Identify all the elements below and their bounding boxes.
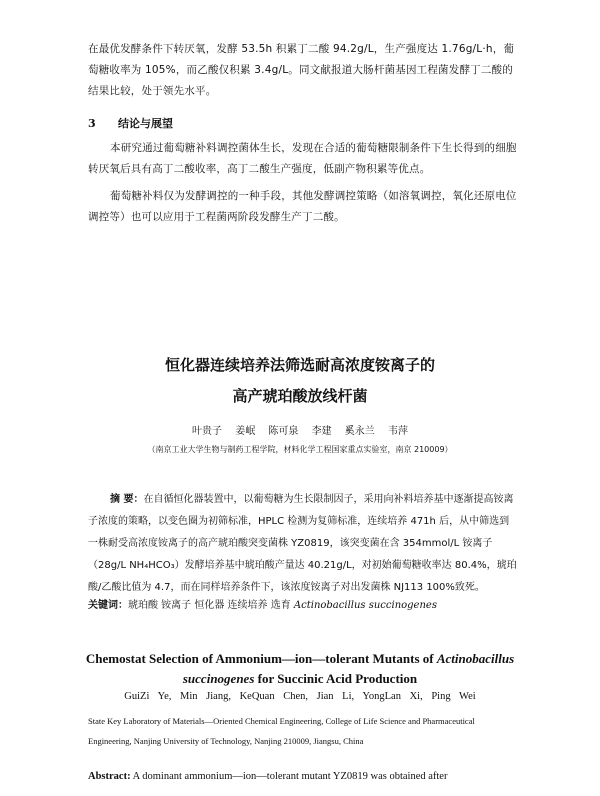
english-title-genus: Actinobacillus xyxy=(436,651,515,666)
abstract-text-english: A dominant ammonium—ion—tolerant mutant YZ0819 was obtained after xyxy=(132,771,448,782)
english-title-part-2: for Succinic Acid Production xyxy=(257,671,418,686)
abstract-english xyxy=(88,769,518,785)
abstract-chinese xyxy=(88,489,518,599)
affiliation-english: State Key Laboratory of Materials—Oriented Chemical Engineering, College of Life Science and Pharmaceutical Engineering, Nanjing University of Technology, Nanjing 210009, Jiangsu, China xyxy=(88,716,475,746)
authors-english: GuiZi Ye, Min Jiang, KeQuan Chen, Jian Li, YongLan Xi, Ping Wei xyxy=(124,691,476,702)
english-title-line-2 xyxy=(60,669,540,689)
abstract-text-chinese: 在自循恒化器装置中，以葡萄糖为生长限制因子，采用向补料培养基中逐渐提高铵离子浓度的策略，以变色圈为初筛标准，HPLC 检测为复筛标准，连续培养 471h 后，从中筛选到一株耐受高浓度铵离子的高产琥珀酸突变菌株 YZ0819，该突变菌在含 354mmol/L 铵离子（28g/L NH₄HCO₃）发酵培养基中琥珀酸产量达 40.21g/L，对初始葡萄糖收率达 80.4%，琥珀酸/乙酸比值为 4.7，而在同样培养条件下，该浓度铵离子对出发菌株 NJ113 100%致死。 xyxy=(88,494,517,593)
article-title-line-2: 高产琥珀酸放线杆菌 xyxy=(232,387,368,405)
conclusion-paragraph-1: 本研究通过葡萄糖补料调控菌体生长，发现在合适的葡萄糖限制条件下生长得到的细胞转厌氧后具有高丁二酸收率，高丁二酸生产强度，低副产物积累等优点。 xyxy=(88,142,517,175)
conclusion-paragraph-2: 葡萄糖补料仅为发酵调控的一种手段，其他发酵调控策略（如溶氧调控，氧化还原电位调控等）也可以应用于工程菌两阶段发酵生产丁二酸。 xyxy=(88,190,517,223)
abstract-label-chinese: 摘 要： xyxy=(110,494,144,505)
authors-chinese: 叶贵子 姜岷 陈可泉 李建 奚永兰 韦萍 xyxy=(192,426,408,437)
keywords-text: 琥珀酸 铵离子 恒化器 连续培养 选育 xyxy=(128,600,291,611)
section-number: 3 xyxy=(88,117,96,130)
keywords-label: 关键词： xyxy=(88,600,128,611)
section-heading xyxy=(88,115,173,131)
keywords-latin-name: Actinobacillus succinogenes xyxy=(293,600,437,611)
previous-section-paragraph-1: 在最优发酵条件下转厌氧，发酵 53.5h 积累丁二酸 94.2g/L，生产强度达 1.76g/L·h，葡萄糖收率为 105%，而乙酸仅积累 3.4g/L。同文献报道大肠杆菌基因工程菌发酵丁二酸的结果比较，处于领先水平。 xyxy=(88,43,515,97)
keywords-chinese xyxy=(88,599,518,613)
abstract-label-english: Abstract: xyxy=(88,771,131,782)
english-title-species: succinogenes xyxy=(182,671,255,686)
english-title-part-1: Chemostat Selection of Ammonium—ion—tolerant Mutants of xyxy=(85,651,434,666)
english-title-line-1 xyxy=(60,649,540,669)
affiliation-chinese: （南京工业大学生物与制药工程学院，材料化学工程国家重点实验室，南京 210009） xyxy=(147,445,453,454)
article-title-line-1: 恒化器连续培养法筛选耐高浓度铵离子的 xyxy=(164,356,435,374)
section-title: 结论与展望 xyxy=(118,117,173,130)
